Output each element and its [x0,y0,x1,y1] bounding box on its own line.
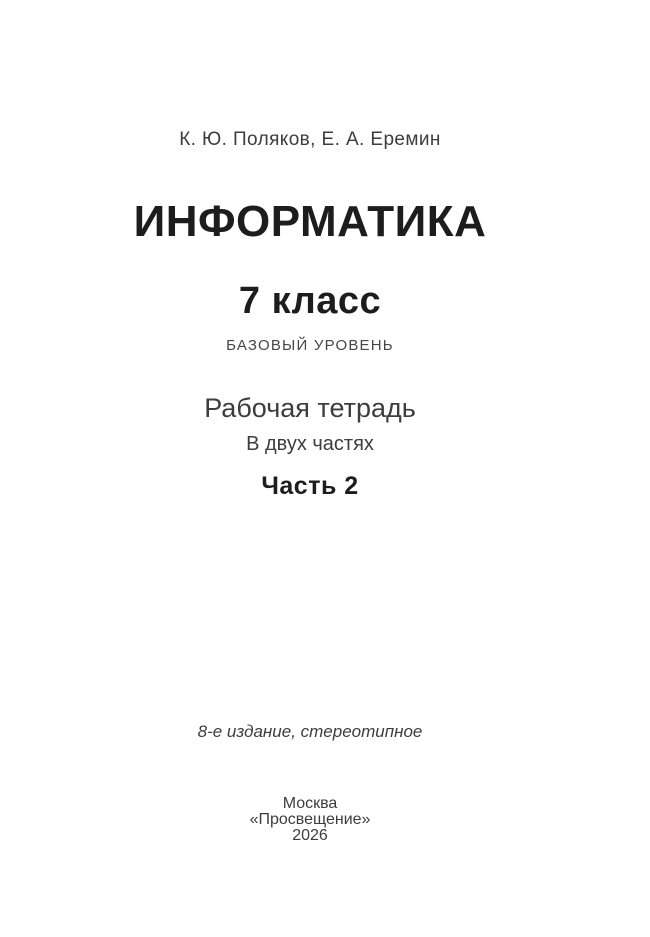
edition-note: 8-е издание, стереотипное [197,722,423,741]
part-number: Часть 2 [261,472,359,500]
subtitle-workbook: Рабочая тетрадь [204,393,416,423]
imprint-year: 2026 [292,827,328,844]
level-caption: БАЗОВЫЙ УРОВЕНЬ [226,337,394,354]
parts-note: В двух частях [246,433,374,455]
grade-heading: 7 класс [238,280,382,322]
imprint-publisher: «Просвещение» [249,811,371,828]
imprint-block [0,796,620,844]
imprint-city: Москва [282,795,338,812]
book-title: ИНФОРМАТИКА [133,197,487,246]
authors-line: К. Ю. Поляков, Е. А. Еремин [179,129,441,150]
